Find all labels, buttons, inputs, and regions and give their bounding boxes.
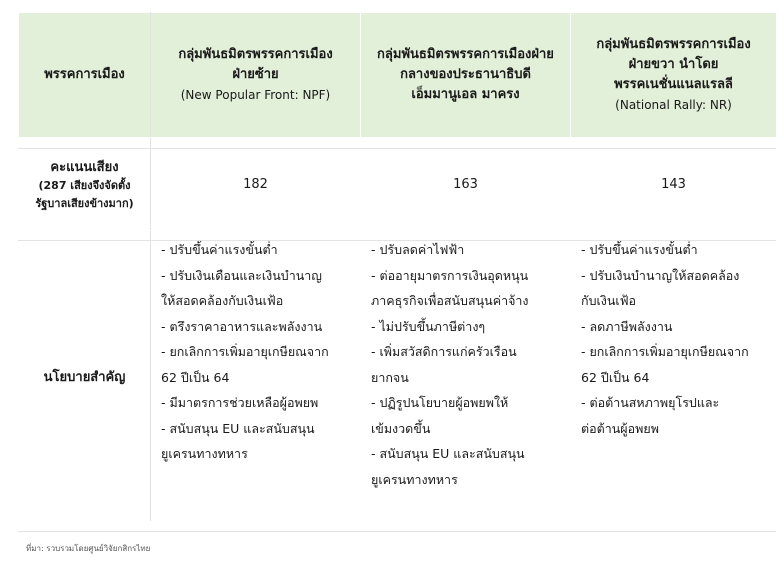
- policy-label: นโยบายสำคัญ: [19, 231, 151, 522]
- list-item: - เพิ่มสวัสดิการแก่ครัวเรือน: [371, 344, 517, 359]
- list-item: - ยกเลิกการเพิ่มอายุเกษียณจาก: [581, 344, 749, 359]
- list-item: - ไม่ปรับขึ้นภาษีต่างๆ: [371, 318, 486, 334]
- list-item: ยูเครนทางทหาร: [371, 471, 458, 487]
- policy-list: [151, 231, 360, 467]
- list-item: - สนับสนุน EU และสนับสนุน: [161, 420, 315, 436]
- policy-list: [361, 231, 570, 492]
- list-item: - ปรับขึ้นค่าแรงขั้นต่ำ: [581, 242, 698, 257]
- list-item: - ปรับขึ้นค่าแรงขั้นต่ำ: [161, 242, 278, 257]
- policy-row: [19, 231, 777, 522]
- policy-list: [571, 231, 776, 441]
- header-nr: กลุ่มพันธมิตรพรรคการเมือง ฝ่ายขวา นำโดย พรรคเนชั่นแนลแรลลี (National Rally: NR): [571, 13, 777, 138]
- votes-npf: 182: [151, 138, 361, 231]
- divider: [18, 148, 776, 149]
- list-item: - มีมาตรการช่วยเหลือผู้อพยพ: [161, 395, 319, 410]
- divider: [18, 240, 776, 241]
- divider: [18, 531, 776, 532]
- list-item: - ปฏิรูปนโยบายผู้อพยพให้: [371, 395, 509, 410]
- list-item: - ต่ออายุมาตรการเงินอุดหนุน: [371, 267, 529, 283]
- list-item: - ปรับเงินเดือนและเงินบำนาญ: [161, 267, 322, 283]
- list-item: - สนับสนุน EU และสนับสนุน: [371, 446, 525, 461]
- list-item: - ต่อต้านสหภาพยุโรปและ: [581, 395, 720, 410]
- list-item: ให้สอดคล้องกับเงินเฟ้อ: [161, 293, 284, 308]
- list-item: 62 ปีเป็น 64: [161, 369, 230, 385]
- policy-centrist: [361, 231, 571, 522]
- policy-npf: [151, 231, 361, 522]
- votes-centrist: 163: [361, 138, 571, 231]
- votes-label-cell: คะแนนเสียง (287 เสียงจึงจัดตั้ง รัฐบาลเสียงข้างมาก): [19, 138, 151, 231]
- list-item: กับเงินเฟ้อ: [581, 293, 637, 308]
- list-item: - ตรึงราคาอาหารและพลังงาน: [161, 318, 323, 334]
- party-comparison-table: [18, 12, 777, 522]
- source-note: ที่มา: รวบรวมโดยศูนย์วิจัยกสิกรไทย: [26, 544, 151, 553]
- list-item: ต่อต้านผู้อพยพ: [581, 420, 659, 436]
- header-row-label: พรรคการเมือง: [19, 13, 151, 138]
- list-item: ภาคธุรกิจเพื่อสนับสนุนค่าจ้าง: [371, 293, 529, 308]
- header-centrist: กลุ่มพันธมิตรพรรคการเมืองฝ่าย กลางของประธานาธิบดี เอ็มมานูเอล มาครง: [361, 13, 571, 138]
- list-item: - ลดภาษีพลังงาน: [581, 318, 673, 334]
- list-item: - ยกเลิกการเพิ่มอายุเกษียณจาก: [161, 344, 329, 359]
- votes-nr: 143: [571, 138, 777, 231]
- list-item: ยากจน: [371, 369, 409, 385]
- header-row: [19, 13, 777, 138]
- votes-row: [19, 138, 777, 231]
- list-item: - ปรับลดค่าไฟฟ้า: [371, 242, 465, 257]
- header-npf: กลุ่มพันธมิตรพรรคการเมือง ฝ่ายซ้าย (New Popular Front: NPF): [151, 13, 361, 138]
- list-item: - ปรับเงินบำนาญให้สอดคล้อง: [581, 267, 740, 283]
- list-item: ยูเครนทางทหาร: [161, 446, 248, 461]
- policy-nr: [571, 231, 777, 522]
- list-item: 62 ปีเป็น 64: [581, 369, 650, 385]
- votes-label: คะแนนเสียง: [50, 159, 119, 175]
- list-item: เข้มงวดขึ้น: [371, 420, 431, 436]
